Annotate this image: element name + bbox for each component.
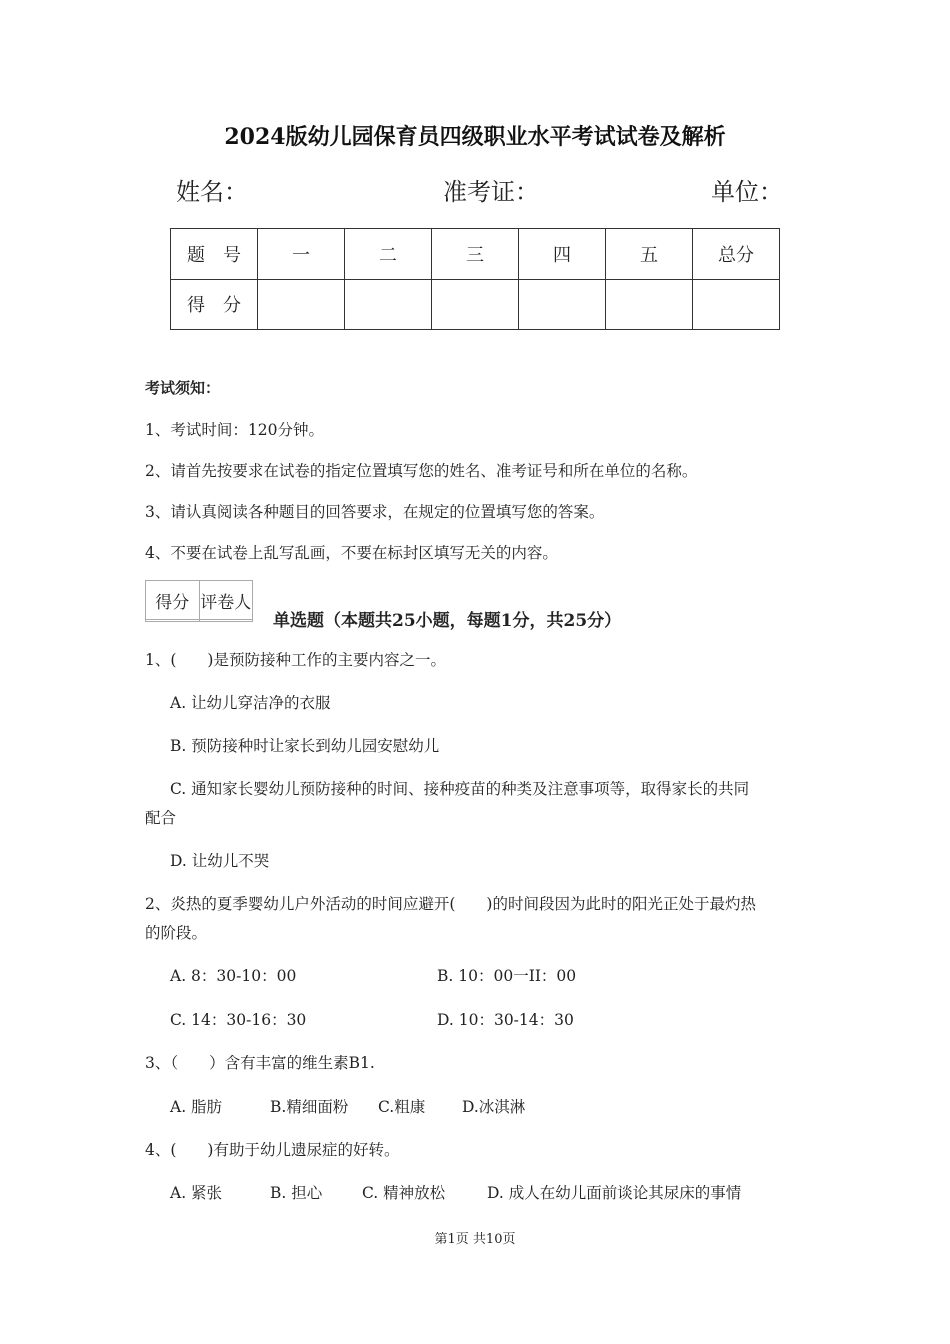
option-c-continuation: 配合	[145, 809, 177, 827]
option-b: B. 担心	[270, 1184, 323, 1202]
option-d: D. 10：30-14：30	[437, 1011, 574, 1029]
score-cell[interactable]	[258, 279, 345, 330]
score-cell[interactable]	[345, 279, 432, 330]
score-table-header-cell: 题 号	[171, 229, 258, 280]
option-a: A. 8：30-10：00	[170, 967, 297, 985]
document-title: 2024版幼儿园保育员四级职业水平考试试卷及解析	[224, 124, 726, 150]
grader-table	[145, 580, 253, 622]
option-b: B. 10：00一II：00	[437, 967, 577, 985]
option-c: C. 通知家长婴幼儿预防接种的时间、接种疫苗的种类及注意事项等，取得家长的共同	[170, 780, 750, 798]
score-table-header-cell: 四	[519, 229, 606, 280]
score-row-label: 得 分	[171, 279, 258, 330]
option-a: A. 脂肪	[170, 1098, 223, 1116]
score-table-score-row	[171, 279, 780, 330]
notice-heading: 考试须知：	[145, 379, 221, 397]
score-table-header-row	[171, 229, 780, 280]
notice-item: 1、考试时间：120分钟。	[145, 421, 324, 439]
score-cell[interactable]	[606, 279, 693, 330]
option-c: C. 精神放松	[362, 1184, 446, 1202]
option-a: A. 紧张	[170, 1184, 223, 1202]
name-field-label: 姓名：	[176, 178, 248, 206]
page-footer: 第1页 共10页	[434, 1232, 516, 1247]
section-title: 单选题（本题共25小题，每题1分，共25分）	[273, 611, 622, 631]
option-c: C. 14：30-16：30	[170, 1011, 307, 1029]
grader-score-label: 得分	[146, 581, 200, 620]
grader-score-cell[interactable]	[146, 620, 200, 622]
exam-id-field-label: 准考证：	[443, 178, 539, 206]
score-table-header-cell: 三	[432, 229, 519, 280]
unit-field-label: 单位：	[711, 178, 783, 206]
grader-table-header-row	[146, 581, 253, 620]
grader-name-label: 评卷人	[199, 581, 253, 620]
question-stem: 4、( )有助于幼儿遗尿症的好转。	[145, 1141, 400, 1159]
score-table-header-cell: 一	[258, 229, 345, 280]
grader-table-input-row	[146, 620, 253, 622]
score-table	[170, 228, 780, 330]
score-table-header-cell: 总分	[693, 229, 780, 280]
score-cell[interactable]	[432, 279, 519, 330]
notice-item: 2、请首先按要求在试卷的指定位置填写您的姓名、准考证号和所在单位的名称。	[145, 462, 698, 480]
option-b: B. 预防接种时让家长到幼儿园安慰幼儿	[170, 737, 440, 755]
score-table-header-cell: 五	[606, 229, 693, 280]
notice-item: 3、请认真阅读各种题目的回答要求，在规定的位置填写您的答案。	[145, 503, 605, 521]
score-cell[interactable]	[693, 279, 780, 330]
option-d: D. 让幼儿不哭	[170, 852, 270, 870]
notice-item: 4、不要在试卷上乱写乱画，不要在标封区填写无关的内容。	[145, 544, 558, 562]
question-stem: 1、( )是预防接种工作的主要内容之一。	[145, 651, 446, 669]
score-cell[interactable]	[519, 279, 606, 330]
question-stem-continuation: 的阶段。	[145, 924, 208, 942]
option-b: B.精细面粉	[270, 1098, 349, 1116]
option-a: A. 让幼儿穿洁净的衣服	[170, 694, 331, 712]
option-d: D. 成人在幼儿面前谈论其尿床的事情	[487, 1184, 742, 1202]
option-d: D.冰淇淋	[462, 1098, 526, 1116]
score-table-header-cell: 二	[345, 229, 432, 280]
option-c: C.粗康	[378, 1098, 426, 1116]
question-stem: 2、炎热的夏季婴幼儿户外活动的时间应避开( )的时间段因为此时的阳光正处于最灼热	[145, 895, 756, 913]
question-stem: 3、（ ）含有丰富的维生素B1.	[145, 1054, 375, 1072]
grader-name-cell[interactable]	[199, 620, 253, 622]
